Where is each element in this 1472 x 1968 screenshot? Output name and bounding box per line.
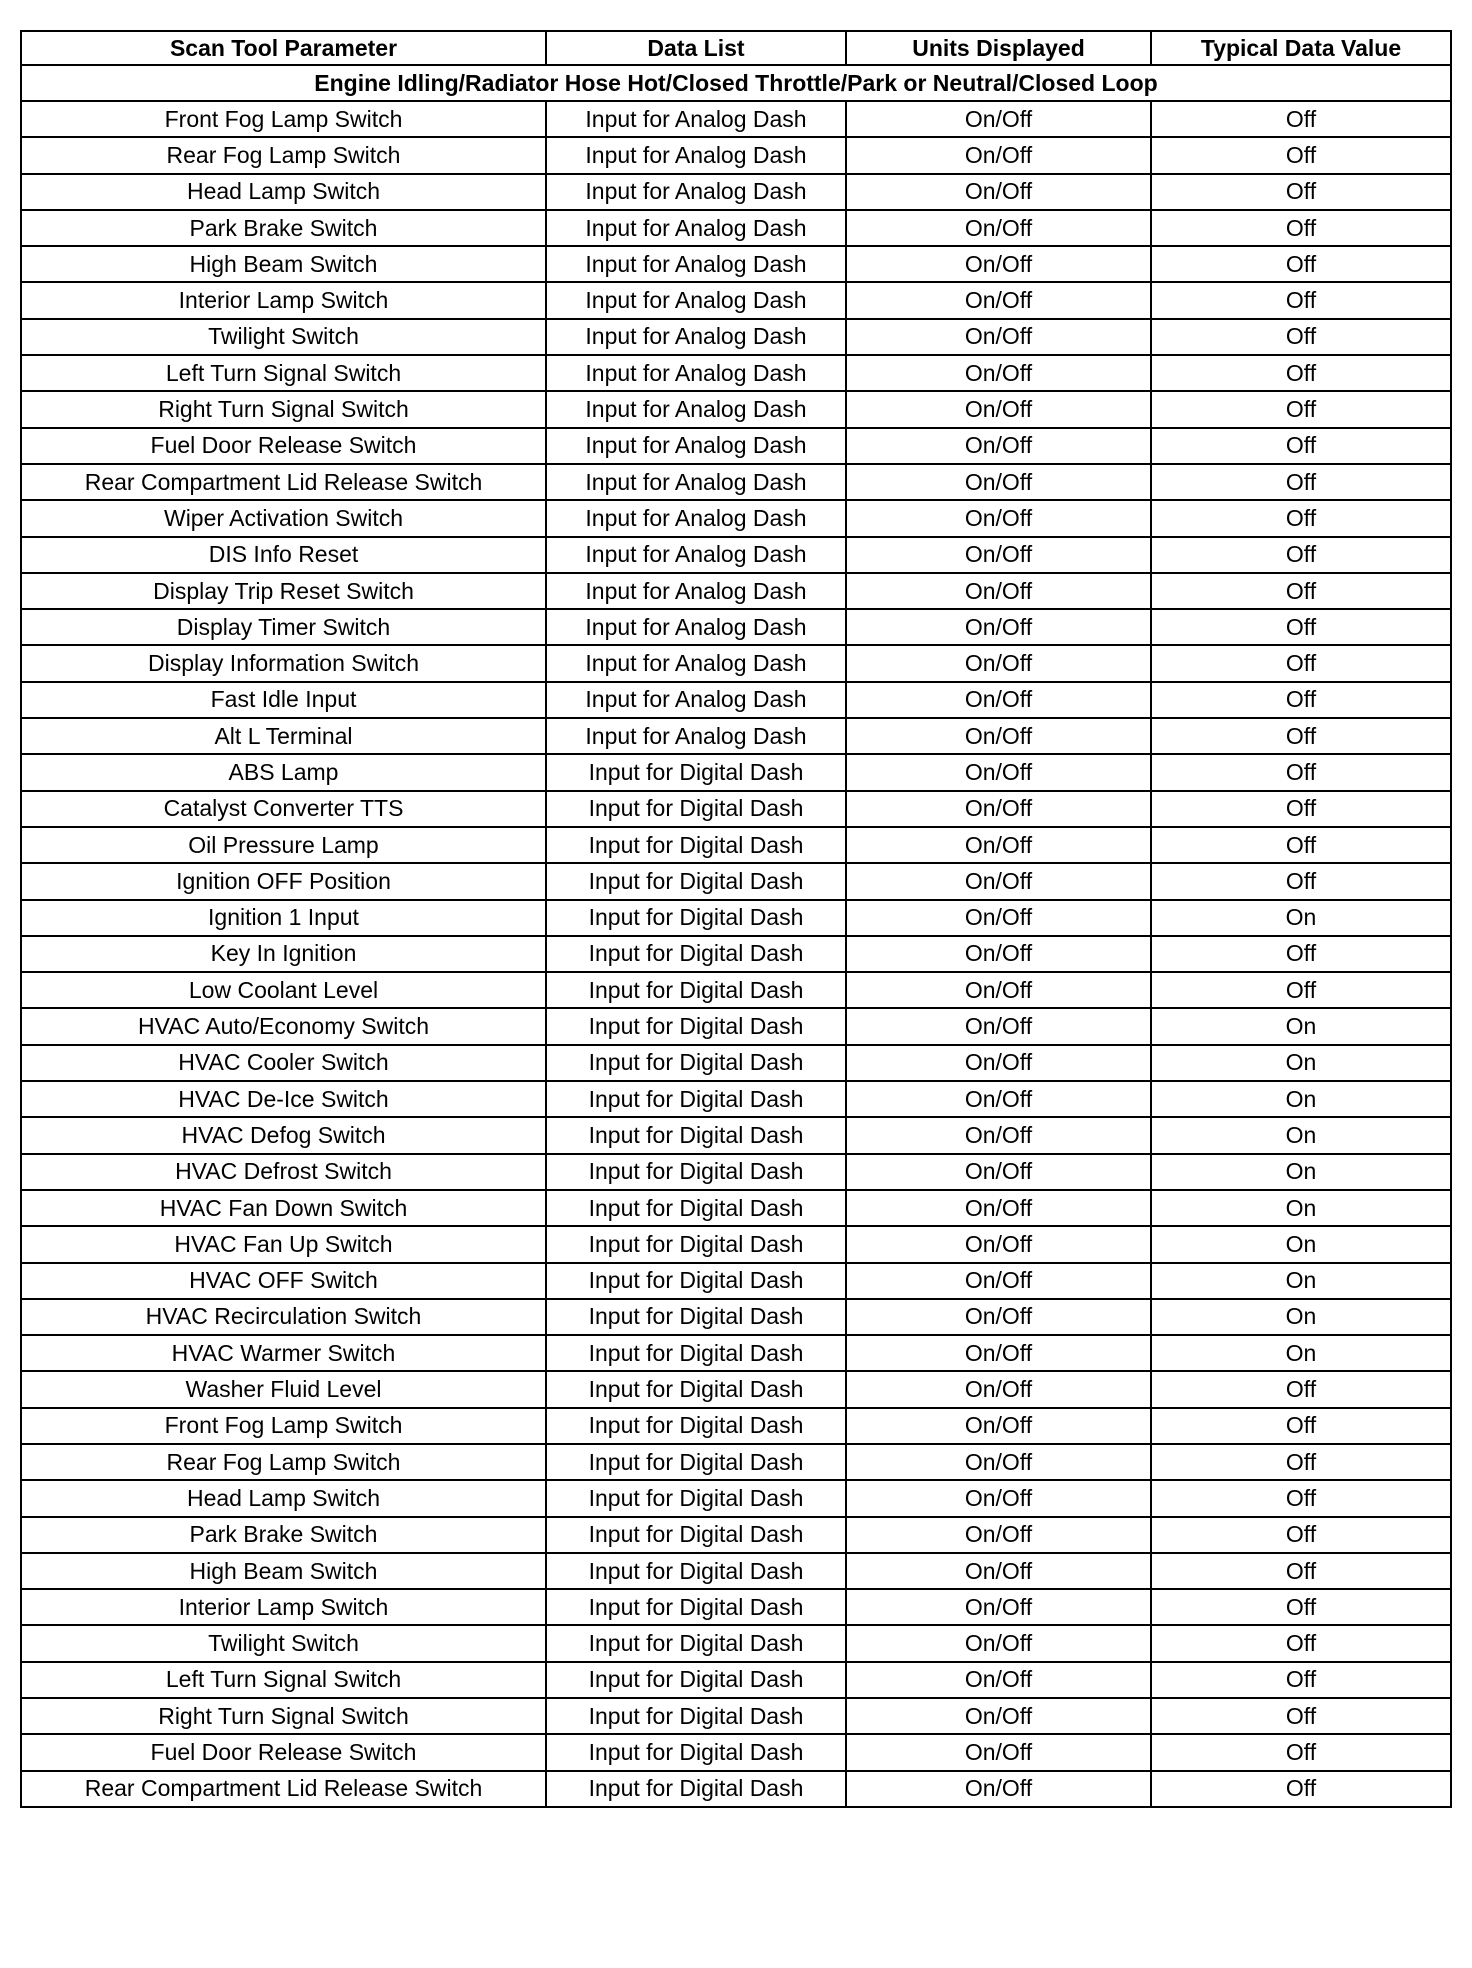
table-row (21, 282, 1451, 318)
cell-data-list: Input for Analog Dash (546, 355, 846, 391)
cell-units: On/Off (846, 573, 1151, 609)
cell-parameter: HVAC De-Ice Switch (21, 1081, 546, 1117)
cell-units: On/Off (846, 464, 1151, 500)
cell-units: On/Off (846, 1154, 1151, 1190)
cell-data-list: Input for Analog Dash (546, 718, 846, 754)
cell-parameter: Park Brake Switch (21, 210, 546, 246)
table-row (21, 137, 1451, 173)
cell-data-list: Input for Analog Dash (546, 101, 846, 137)
table-row (21, 573, 1451, 609)
cell-units: On/Off (846, 1734, 1151, 1770)
cell-data-list: Input for Digital Dash (546, 1190, 846, 1226)
cell-data-list: Input for Digital Dash (546, 1734, 846, 1770)
cell-parameter: ABS Lamp (21, 754, 546, 790)
table-row (21, 1517, 1451, 1553)
cell-data-list: Input for Digital Dash (546, 1081, 846, 1117)
cell-units: On/Off (846, 1517, 1151, 1553)
table-row (21, 682, 1451, 718)
cell-typical-value: On (1151, 1045, 1451, 1081)
cell-data-list: Input for Analog Dash (546, 464, 846, 500)
cell-units: On/Off (846, 863, 1151, 899)
cell-data-list: Input for Analog Dash (546, 319, 846, 355)
cell-units: On/Off (846, 1589, 1151, 1625)
cell-parameter: HVAC Recirculation Switch (21, 1299, 546, 1335)
cell-typical-value: Off (1151, 319, 1451, 355)
cell-parameter: Rear Compartment Lid Release Switch (21, 464, 546, 500)
cell-typical-value: Off (1151, 1517, 1451, 1553)
cell-parameter: Interior Lamp Switch (21, 1589, 546, 1625)
table-row (21, 900, 1451, 936)
cell-units: On/Off (846, 1335, 1151, 1371)
cell-data-list: Input for Digital Dash (546, 1771, 846, 1807)
cell-data-list: Input for Analog Dash (546, 246, 846, 282)
cell-parameter: HVAC OFF Switch (21, 1263, 546, 1299)
cell-typical-value: Off (1151, 645, 1451, 681)
cell-typical-value: On (1151, 1263, 1451, 1299)
cell-typical-value: Off (1151, 282, 1451, 318)
cell-typical-value: Off (1151, 682, 1451, 718)
cell-units: On/Off (846, 391, 1151, 427)
cell-parameter: Fast Idle Input (21, 682, 546, 718)
cell-data-list: Input for Analog Dash (546, 573, 846, 609)
cell-units: On/Off (846, 1263, 1151, 1299)
table-row (21, 537, 1451, 573)
cell-typical-value: Off (1151, 1734, 1451, 1770)
cell-units: On/Off (846, 428, 1151, 464)
cell-data-list: Input for Digital Dash (546, 1662, 846, 1698)
cell-typical-value: Off (1151, 1662, 1451, 1698)
cell-units: On/Off (846, 500, 1151, 536)
cell-data-list: Input for Digital Dash (546, 900, 846, 936)
table-row (21, 972, 1451, 1008)
cell-parameter: Front Fog Lamp Switch (21, 101, 546, 137)
cell-parameter: Display Timer Switch (21, 609, 546, 645)
cell-units: On/Off (846, 174, 1151, 210)
cell-units: On/Off (846, 1444, 1151, 1480)
cell-data-list: Input for Digital Dash (546, 1625, 846, 1661)
table-row (21, 1226, 1451, 1262)
cell-units: On/Off (846, 1662, 1151, 1698)
table-row (21, 428, 1451, 464)
table-row (21, 1299, 1451, 1335)
table-body (21, 65, 1451, 1807)
table-row (21, 791, 1451, 827)
cell-units: On/Off (846, 210, 1151, 246)
scan-tool-data-table-container (20, 30, 1450, 1808)
table-row (21, 1263, 1451, 1299)
cell-parameter: HVAC Defog Switch (21, 1117, 546, 1153)
table-row (21, 1444, 1451, 1480)
cell-parameter: Rear Fog Lamp Switch (21, 137, 546, 173)
cell-typical-value: On (1151, 1081, 1451, 1117)
cell-units: On/Off (846, 1190, 1151, 1226)
table-row (21, 101, 1451, 137)
table-row (21, 1589, 1451, 1625)
cell-parameter: Front Fog Lamp Switch (21, 1408, 546, 1444)
table-row (21, 645, 1451, 681)
cell-units: On/Off (846, 1299, 1151, 1335)
table-row (21, 1045, 1451, 1081)
cell-typical-value: Off (1151, 1553, 1451, 1589)
cell-data-list: Input for Analog Dash (546, 137, 846, 173)
cell-parameter: Ignition OFF Position (21, 863, 546, 899)
cell-data-list: Input for Digital Dash (546, 1154, 846, 1190)
cell-data-list: Input for Digital Dash (546, 1444, 846, 1480)
cell-data-list: Input for Digital Dash (546, 1480, 846, 1516)
cell-units: On/Off (846, 1480, 1151, 1516)
table-row (21, 1553, 1451, 1589)
section-row (21, 65, 1451, 101)
table-row (21, 863, 1451, 899)
cell-data-list: Input for Digital Dash (546, 863, 846, 899)
cell-parameter: HVAC Fan Up Switch (21, 1226, 546, 1262)
cell-parameter: Left Turn Signal Switch (21, 1662, 546, 1698)
cell-data-list: Input for Digital Dash (546, 1299, 846, 1335)
cell-units: On/Off (846, 1771, 1151, 1807)
cell-units: On/Off (846, 1371, 1151, 1407)
cell-data-list: Input for Analog Dash (546, 282, 846, 318)
cell-parameter: HVAC Defrost Switch (21, 1154, 546, 1190)
cell-data-list: Input for Analog Dash (546, 500, 846, 536)
cell-data-list: Input for Analog Dash (546, 609, 846, 645)
cell-parameter: Catalyst Converter TTS (21, 791, 546, 827)
cell-typical-value: Off (1151, 972, 1451, 1008)
cell-parameter: Oil Pressure Lamp (21, 827, 546, 863)
cell-units: On/Off (846, 791, 1151, 827)
cell-data-list: Input for Analog Dash (546, 174, 846, 210)
table-row (21, 1771, 1451, 1807)
cell-typical-value: Off (1151, 1371, 1451, 1407)
cell-typical-value: Off (1151, 1408, 1451, 1444)
cell-parameter: Ignition 1 Input (21, 900, 546, 936)
table-row (21, 319, 1451, 355)
cell-typical-value: Off (1151, 537, 1451, 573)
cell-units: On/Off (846, 972, 1151, 1008)
cell-parameter: Rear Fog Lamp Switch (21, 1444, 546, 1480)
cell-parameter: HVAC Cooler Switch (21, 1045, 546, 1081)
cell-typical-value: On (1151, 1226, 1451, 1262)
cell-parameter: Left Turn Signal Switch (21, 355, 546, 391)
header-data-list: Data List (546, 31, 846, 65)
cell-parameter: Rear Compartment Lid Release Switch (21, 1771, 546, 1807)
cell-typical-value: On (1151, 1335, 1451, 1371)
cell-typical-value: Off (1151, 936, 1451, 972)
cell-typical-value: Off (1151, 1480, 1451, 1516)
table-row (21, 1371, 1451, 1407)
cell-typical-value: Off (1151, 174, 1451, 210)
cell-typical-value: Off (1151, 718, 1451, 754)
cell-units: On/Off (846, 319, 1151, 355)
cell-units: On/Off (846, 936, 1151, 972)
cell-units: On/Off (846, 645, 1151, 681)
table-row (21, 1081, 1451, 1117)
table-row (21, 1625, 1451, 1661)
cell-parameter: Right Turn Signal Switch (21, 391, 546, 427)
cell-data-list: Input for Analog Dash (546, 645, 846, 681)
cell-typical-value: Off (1151, 391, 1451, 427)
cell-typical-value: Off (1151, 355, 1451, 391)
cell-parameter: High Beam Switch (21, 1553, 546, 1589)
cell-parameter: Park Brake Switch (21, 1517, 546, 1553)
table-row (21, 1154, 1451, 1190)
cell-typical-value: Off (1151, 791, 1451, 827)
cell-typical-value: Off (1151, 101, 1451, 137)
table-row (21, 355, 1451, 391)
table-row (21, 936, 1451, 972)
cell-units: On/Off (846, 537, 1151, 573)
cell-units: On/Off (846, 900, 1151, 936)
table-row (21, 210, 1451, 246)
cell-data-list: Input for Digital Dash (546, 1698, 846, 1734)
cell-parameter: Head Lamp Switch (21, 174, 546, 210)
cell-parameter: Head Lamp Switch (21, 1480, 546, 1516)
cell-parameter: Display Information Switch (21, 645, 546, 681)
table-row (21, 609, 1451, 645)
cell-typical-value: Off (1151, 1698, 1451, 1734)
cell-units: On/Off (846, 137, 1151, 173)
cell-parameter: HVAC Warmer Switch (21, 1335, 546, 1371)
table-row (21, 464, 1451, 500)
table-row (21, 1734, 1451, 1770)
cell-units: On/Off (846, 682, 1151, 718)
cell-typical-value: On (1151, 1190, 1451, 1226)
cell-units: On/Off (846, 282, 1151, 318)
cell-typical-value: Off (1151, 137, 1451, 173)
table-row (21, 1117, 1451, 1153)
cell-units: On/Off (846, 609, 1151, 645)
header-units-displayed: Units Displayed (846, 31, 1151, 65)
cell-data-list: Input for Digital Dash (546, 1226, 846, 1262)
cell-typical-value: Off (1151, 500, 1451, 536)
cell-parameter: Twilight Switch (21, 1625, 546, 1661)
cell-parameter: Twilight Switch (21, 319, 546, 355)
table-row (21, 174, 1451, 210)
cell-units: On/Off (846, 1698, 1151, 1734)
table-row (21, 391, 1451, 427)
cell-data-list: Input for Digital Dash (546, 1335, 846, 1371)
cell-units: On/Off (846, 1081, 1151, 1117)
cell-typical-value: On (1151, 900, 1451, 936)
header-row (21, 31, 1451, 65)
cell-data-list: Input for Digital Dash (546, 754, 846, 790)
cell-data-list: Input for Digital Dash (546, 1517, 846, 1553)
cell-typical-value: Off (1151, 246, 1451, 282)
cell-typical-value: Off (1151, 609, 1451, 645)
cell-units: On/Off (846, 101, 1151, 137)
cell-units: On/Off (846, 1408, 1151, 1444)
cell-parameter: Right Turn Signal Switch (21, 1698, 546, 1734)
cell-units: On/Off (846, 1625, 1151, 1661)
cell-units: On/Off (846, 355, 1151, 391)
cell-units: On/Off (846, 718, 1151, 754)
cell-data-list: Input for Digital Dash (546, 1263, 846, 1299)
cell-data-list: Input for Analog Dash (546, 210, 846, 246)
header-scan-tool-parameter: Scan Tool Parameter (21, 31, 546, 65)
cell-units: On/Off (846, 1008, 1151, 1044)
cell-typical-value: Off (1151, 428, 1451, 464)
cell-typical-value: Off (1151, 210, 1451, 246)
table-row (21, 1190, 1451, 1226)
table-row (21, 1480, 1451, 1516)
table-row (21, 1408, 1451, 1444)
cell-data-list: Input for Digital Dash (546, 1408, 846, 1444)
cell-parameter: Wiper Activation Switch (21, 500, 546, 536)
cell-units: On/Off (846, 827, 1151, 863)
cell-typical-value: Off (1151, 1625, 1451, 1661)
cell-data-list: Input for Digital Dash (546, 827, 846, 863)
cell-units: On/Off (846, 754, 1151, 790)
cell-parameter: Display Trip Reset Switch (21, 573, 546, 609)
cell-data-list: Input for Digital Dash (546, 972, 846, 1008)
cell-data-list: Input for Digital Dash (546, 1045, 846, 1081)
cell-typical-value: Off (1151, 754, 1451, 790)
table-row (21, 500, 1451, 536)
table-row (21, 827, 1451, 863)
cell-typical-value: Off (1151, 573, 1451, 609)
table-row (21, 1662, 1451, 1698)
cell-data-list: Input for Analog Dash (546, 537, 846, 573)
cell-units: On/Off (846, 246, 1151, 282)
cell-parameter: Interior Lamp Switch (21, 282, 546, 318)
cell-typical-value: On (1151, 1008, 1451, 1044)
cell-units: On/Off (846, 1553, 1151, 1589)
cell-typical-value: On (1151, 1154, 1451, 1190)
cell-typical-value: Off (1151, 827, 1451, 863)
cell-data-list: Input for Digital Dash (546, 1117, 846, 1153)
cell-units: On/Off (846, 1117, 1151, 1153)
cell-typical-value: Off (1151, 1444, 1451, 1480)
cell-typical-value: Off (1151, 1589, 1451, 1625)
cell-data-list: Input for Digital Dash (546, 791, 846, 827)
cell-data-list: Input for Digital Dash (546, 1371, 846, 1407)
cell-data-list: Input for Digital Dash (546, 1589, 846, 1625)
cell-typical-value: Off (1151, 464, 1451, 500)
cell-typical-value: On (1151, 1299, 1451, 1335)
cell-parameter: HVAC Auto/Economy Switch (21, 1008, 546, 1044)
table-row (21, 1335, 1451, 1371)
cell-typical-value: On (1151, 1117, 1451, 1153)
cell-data-list: Input for Digital Dash (546, 1008, 846, 1044)
section-title: Engine Idling/Radiator Hose Hot/Closed Throttle/Park or Neutral/Closed Loop (21, 65, 1451, 101)
cell-data-list: Input for Digital Dash (546, 936, 846, 972)
cell-units: On/Off (846, 1045, 1151, 1081)
cell-parameter: Washer Fluid Level (21, 1371, 546, 1407)
header-typical-data-value: Typical Data Value (1151, 31, 1451, 65)
cell-parameter: Fuel Door Release Switch (21, 428, 546, 464)
cell-parameter: Fuel Door Release Switch (21, 1734, 546, 1770)
cell-parameter: HVAC Fan Down Switch (21, 1190, 546, 1226)
table-row (21, 718, 1451, 754)
cell-data-list: Input for Analog Dash (546, 391, 846, 427)
cell-parameter: High Beam Switch (21, 246, 546, 282)
table-header (21, 31, 1451, 65)
cell-units: On/Off (846, 1226, 1151, 1262)
table-row (21, 754, 1451, 790)
cell-data-list: Input for Digital Dash (546, 1553, 846, 1589)
table-row (21, 246, 1451, 282)
cell-parameter: Key In Ignition (21, 936, 546, 972)
scan-tool-data-table (20, 30, 1452, 1808)
cell-parameter: Low Coolant Level (21, 972, 546, 1008)
cell-typical-value: Off (1151, 1771, 1451, 1807)
cell-typical-value: Off (1151, 863, 1451, 899)
cell-data-list: Input for Analog Dash (546, 682, 846, 718)
cell-parameter: DIS Info Reset (21, 537, 546, 573)
table-row (21, 1008, 1451, 1044)
cell-data-list: Input for Analog Dash (546, 428, 846, 464)
table-row (21, 1698, 1451, 1734)
cell-parameter: Alt L Terminal (21, 718, 546, 754)
